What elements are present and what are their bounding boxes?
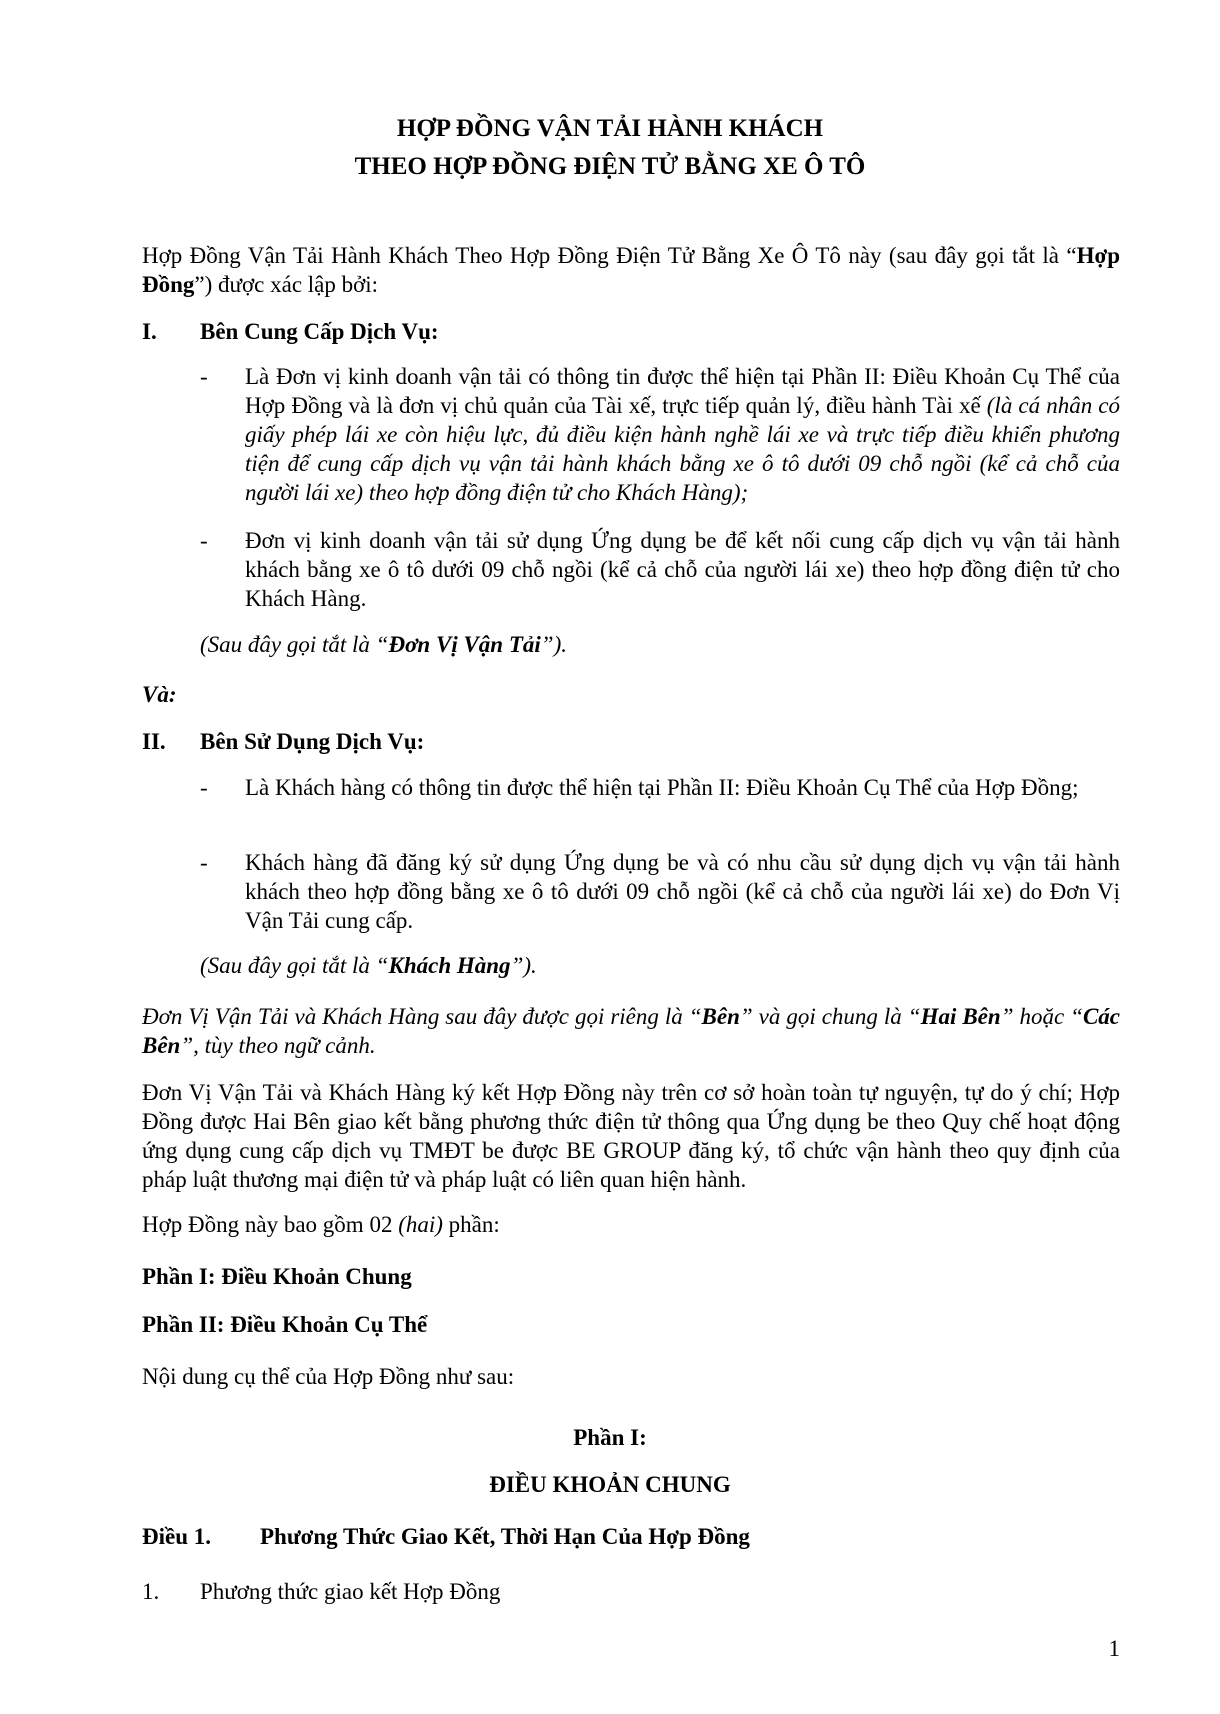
section2-alias-after: ”). bbox=[510, 953, 537, 978]
section1-number: I. bbox=[142, 319, 157, 344]
and-label: Và: bbox=[142, 682, 177, 707]
section2-alias bbox=[200, 951, 537, 980]
section2-bullet2-dash: - bbox=[200, 850, 208, 875]
intro-text-after: ”) được xác lập bởi: bbox=[194, 272, 379, 297]
content-intro: Nội dung cụ thể của Hợp Đồng như sau: bbox=[142, 1364, 515, 1389]
article1-title: Phương Thức Giao Kết, Thời Hạn Của Hợp Đồng bbox=[260, 1524, 750, 1549]
section2-bullet1: Là Khách hàng có thông tin được thể hiện tại Phần II: Điều Khoản Cụ Thể của Hợp Đồng; bbox=[245, 775, 1079, 800]
section1-bullet1-italic: (là cá nhân có giấy phép lái xe còn hiệu lực, đủ điều kiện hành nghề lái xe và trực tiếp điều khiển phương tiện để cung cấp dịch vụ vận tải hành khách bằng xe ô tô dưới 09 chỗ ngồi (kể cả chỗ của người lái xe) theo hợp đồng điện tử cho Khách Hàng); bbox=[245, 393, 1120, 505]
parties-bold-2: Hai Bên bbox=[920, 1004, 1001, 1029]
parties-text-2: ” và gọi chung là “ bbox=[739, 1004, 921, 1029]
section2-number: II. bbox=[142, 729, 166, 754]
section1-alias-after: ”). bbox=[540, 632, 567, 657]
intro-paragraph bbox=[142, 241, 1120, 299]
section1-bullet1 bbox=[245, 362, 1120, 507]
section1-alias-text: (Sau đây gọi tắt là “ bbox=[200, 632, 389, 657]
section1-bullet2-dash: - bbox=[200, 528, 208, 553]
section2-bullet2: Khách hàng đã đăng ký sử dụng Ứng dụng be và có nhu cầu sử dụng dịch vụ vận tải hành khách theo hợp đồng bằng xe ô tô dưới 09 chỗ ngồi (kể cả chỗ của người lái xe) do Đơn Vị Vận Tải cung cấp. bbox=[245, 850, 1120, 933]
section1-alias bbox=[200, 630, 567, 659]
document-title-line1: HỢP ĐỒNG VẬN TẢI HÀNH KHÁCH bbox=[396, 115, 824, 142]
article1-number: Điều 1. bbox=[142, 1524, 211, 1549]
intro-bold-term: Hợp Đồng bbox=[142, 243, 1120, 297]
parties-paragraph bbox=[142, 1002, 1120, 1060]
section2-bullet1-dash: - bbox=[200, 775, 208, 800]
part-heading: Phần I: bbox=[573, 1425, 647, 1450]
parts-intro bbox=[142, 1210, 500, 1239]
section1-bullet1-text: Là Đơn vị kinh doanh vận tải có thông tin được thể hiện tại Phần II: Điều Khoản Cụ Thể của Hợp Đồng và là đơn vị chủ quản của Tài xế, trực tiếp quản lý, điều hành Tài xế bbox=[245, 364, 1120, 418]
part2-line: Phần II: Điều Khoản Cụ Thể bbox=[142, 1312, 428, 1337]
part-title: ĐIỀU KHOẢN CHUNG bbox=[489, 1472, 731, 1497]
section1-heading: Bên Cung Cấp Dịch Vụ: bbox=[200, 319, 439, 344]
page-number: 1 bbox=[1108, 1636, 1120, 1661]
parties-bold-1: Bên bbox=[701, 1004, 740, 1029]
part1-line: Phần I: Điều Khoản Chung bbox=[142, 1264, 412, 1289]
agreement-paragraph: Đơn Vị Vận Tải và Khách Hàng ký kết Hợp Đồng này trên cơ sở hoàn toàn tự nguyện, tự do ý chí; Hợp Đồng được Hai Bên giao kết bằng phương thức điện tử thông qua Ứng dụng be theo Quy chế hoạt động ứng dụng cung cấp dịch vụ TMĐT be được BE GROUP đăng ký, tổ chức vận hành theo quy định của pháp luật thương mại điện tử và pháp luật có liên quan hiện hành. bbox=[142, 1080, 1120, 1192]
document-title-line2: THEO HỢP ĐỒNG ĐIỆN TỬ BẰNG XE Ô TÔ bbox=[354, 153, 866, 180]
item1-number: 1. bbox=[142, 1579, 160, 1604]
parts-intro-after: phần: bbox=[442, 1212, 500, 1237]
parties-text-3: ” hoặc “ bbox=[1000, 1004, 1083, 1029]
item1-text: Phương thức giao kết Hợp Đồng bbox=[200, 1579, 501, 1604]
parts-intro-italic: (hai) bbox=[398, 1212, 443, 1237]
section1-bullet2: Đơn vị kinh doanh vận tải sử dụng Ứng dụng be để kết nối cung cấp dịch vụ vận tải hành khách bằng xe ô tô dưới 09 chỗ ngồi (kể cả chỗ của người lái xe) theo hợp đồng điện tử cho Khách Hàng. bbox=[245, 528, 1120, 611]
parties-bold-3: Các Bên bbox=[142, 1004, 1121, 1058]
parties-text-4: ”, tùy theo ngữ cảnh. bbox=[180, 1033, 376, 1058]
parts-intro-text: Hợp Đồng này bao gồm 02 bbox=[142, 1212, 399, 1237]
section2-alias-text: (Sau đây gọi tắt là “ bbox=[200, 953, 389, 978]
section1-bullet1-dash: - bbox=[200, 364, 208, 389]
section2-heading: Bên Sử Dụng Dịch Vụ: bbox=[200, 729, 425, 754]
section2-alias-bold: Khách Hàng bbox=[388, 953, 511, 978]
section1-alias-bold: Đơn Vị Vận Tải bbox=[388, 632, 541, 657]
parties-text-1: Đơn Vị Vận Tải và Khách Hàng sau đây được gọi riêng là “ bbox=[142, 1004, 702, 1029]
intro-text: Hợp Đồng Vận Tải Hành Khách Theo Hợp Đồng Điện Tử Bằng Xe Ô Tô này (sau đây gọi tắt là “ bbox=[142, 243, 1077, 268]
